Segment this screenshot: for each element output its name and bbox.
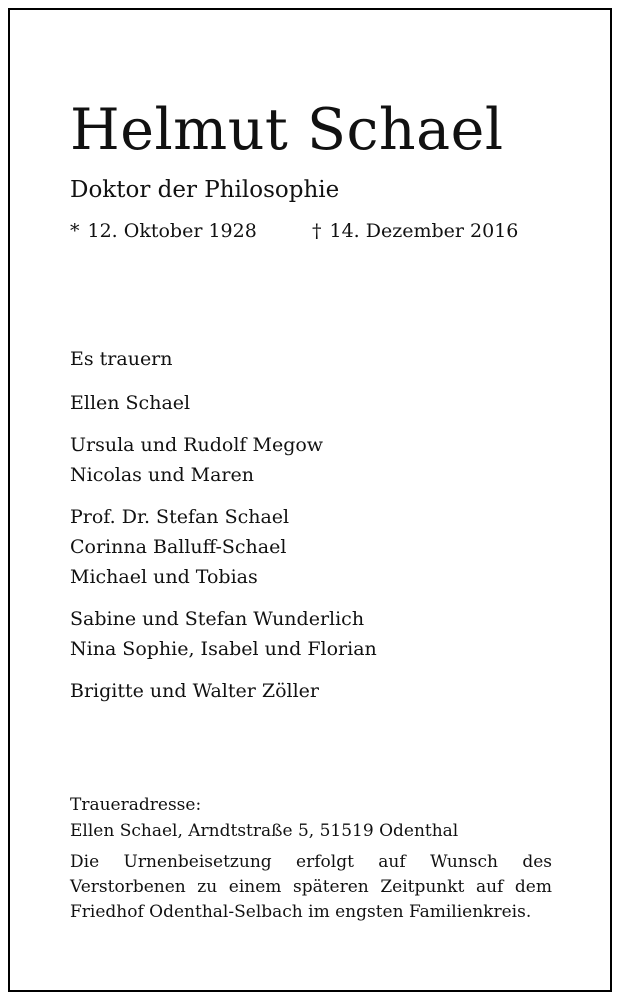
mourner-name: Nina Sophie, Isabel und Florian — [70, 638, 377, 660]
deceased-title: Doktor der Philosophie — [70, 177, 340, 203]
address-line: Ellen Schael, Arndtstraße 5, 51519 Odenthal — [70, 821, 459, 841]
mourner-group — [70, 430, 377, 490]
obituary-frame — [8, 8, 612, 992]
mourner-name: Ellen Schael — [70, 392, 191, 414]
mourner-name: Nicolas und Maren — [70, 464, 254, 486]
mourner-group — [70, 604, 377, 664]
deceased-name: Helmut Schael — [70, 97, 504, 163]
mourners-list — [70, 388, 377, 718]
death-date: 14. Dezember 2016 — [329, 220, 519, 242]
death-symbol: † — [312, 220, 322, 242]
mourner-group — [70, 676, 377, 706]
mourning-heading: Es trauern — [70, 348, 173, 370]
birth-date: 12. Oktober 1928 — [87, 220, 257, 242]
death-date-line — [312, 216, 518, 246]
mourner-name: Brigitte und Walter Zöller — [70, 680, 319, 702]
burial-notice: Die Urnenbeisetzung erfolgt auf Wunsch des Verstorbenen zu einem späteren Zeitpunkt auf dem Friedhof Odenthal-Selbach im engsten Familienkreis. — [70, 852, 552, 922]
mourner-group — [70, 502, 377, 592]
mourner-name: Prof. Dr. Stefan Schael — [70, 506, 290, 528]
mourner-name: Corinna Balluff-Schael — [70, 536, 287, 558]
mourner-group — [70, 388, 377, 418]
address-label: Traueradresse: — [70, 795, 202, 815]
mourner-name: Ursula und Rudolf Megow — [70, 434, 324, 456]
mourner-name: Sabine und Stefan Wunderlich — [70, 608, 365, 630]
birth-date-line — [70, 216, 257, 246]
mourner-name: Michael und Tobias — [70, 566, 258, 588]
birth-symbol: * — [70, 220, 80, 242]
